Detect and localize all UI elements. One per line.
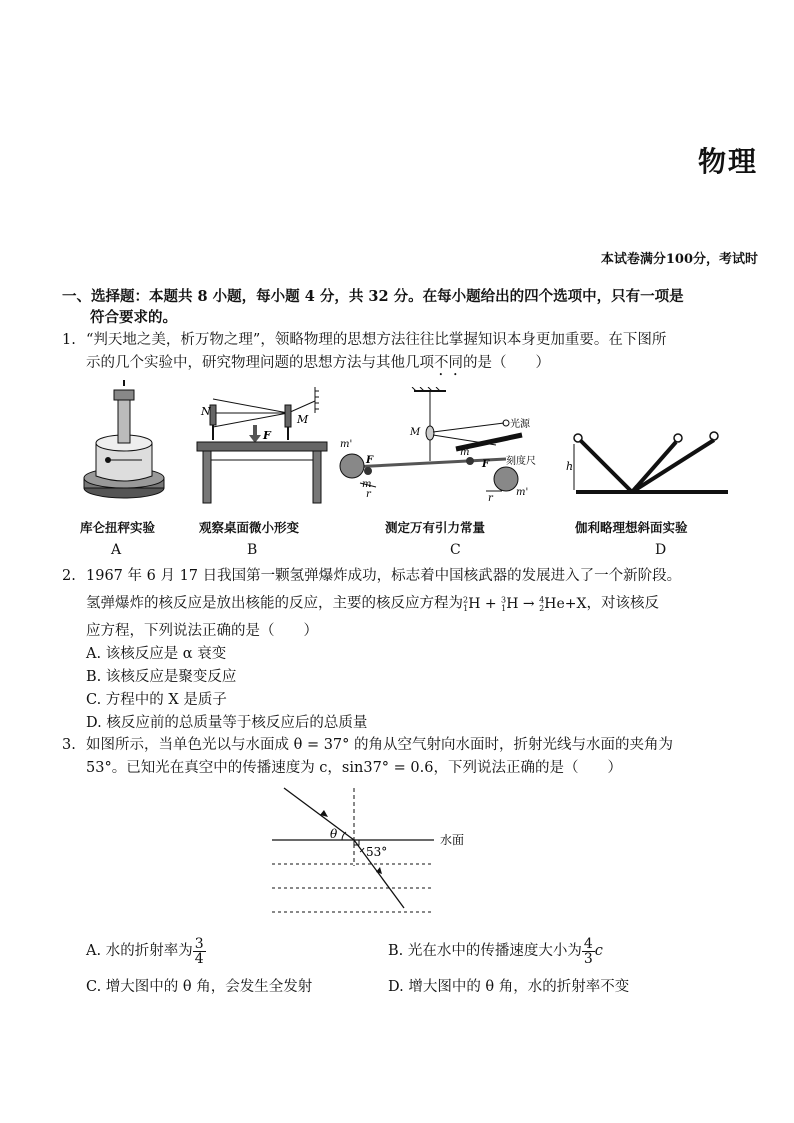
- nuclear-equation: $^2_1$H + $^3_1$H → $^4_2$He+X: [463, 595, 587, 614]
- option-a[interactable]: [86, 932, 206, 970]
- option-c[interactable]: C. 方程中的 X 是质子: [86, 692, 227, 709]
- label-n: N: [201, 405, 211, 418]
- page-title: 物理: [697, 145, 758, 178]
- option-text: c: [594, 943, 603, 959]
- label-m-mirror: M: [410, 427, 421, 438]
- figure-caption-a: 库仑扭秤实验: [80, 520, 156, 535]
- figure-letter-b: B: [247, 542, 258, 558]
- label-theta: θ: [330, 827, 338, 841]
- figure-refraction: [268, 784, 482, 918]
- option-text: A. 水的折射率为: [86, 943, 193, 959]
- label-angle: 53°: [366, 845, 388, 859]
- label-m-prime-right: m': [516, 487, 529, 498]
- label-h: h: [566, 460, 574, 473]
- question-text: 如图所示，当单色光以与水面成 θ = 37° 的角从空气射向水面时，折射光线与水面的夹角为: [86, 737, 674, 753]
- option-a[interactable]: A. 该核反应是 α 衰变: [86, 646, 227, 663]
- figure-table-deformation: [193, 385, 331, 510]
- label-m: m: [362, 479, 372, 490]
- label-r: r: [366, 489, 371, 500]
- section-heading: [62, 286, 762, 328]
- figure-coulomb-torsion-balance: [78, 378, 170, 508]
- label-f: F: [366, 455, 374, 466]
- question-text: 1967 年 6 月 17 日我国第一颗氢弹爆炸成功，标志着中国核武器的发展进入了一个新阶段。: [86, 568, 682, 584]
- question-number: 3.: [62, 737, 76, 753]
- option-b[interactable]: [388, 932, 603, 970]
- label-f-right: F: [482, 459, 490, 470]
- figure-caption-d: 伽利略理想斜面实验: [575, 520, 688, 535]
- fraction-numerator: 3: [194, 935, 204, 952]
- section-line-1: 一、选择题：本题共 8 小题，每小题 4 分，共 32 分。在每小题给出的四个选项中，只有一项是: [62, 288, 684, 305]
- option-c[interactable]: C. 增大图中的 θ 角，会发生全发射: [86, 979, 313, 995]
- label-m-prime: m': [340, 439, 353, 450]
- figure-caption-c: 测定万有引力常量: [385, 520, 486, 535]
- question-text: ，对该核反: [586, 595, 659, 612]
- figure-letter-a: A: [111, 542, 122, 558]
- option-d[interactable]: D. 核反应前的总质量等于核反应后的总质量: [86, 715, 368, 732]
- question-3: [62, 734, 762, 780]
- exam-note: 本试卷满分100分，考试时: [600, 252, 758, 267]
- label-light-source: 光源: [510, 419, 530, 430]
- label-f: F: [263, 429, 271, 442]
- figure-cavendish: [336, 387, 538, 509]
- label-m: M: [297, 413, 309, 426]
- figure-letter-d: D: [655, 542, 667, 558]
- fraction: [193, 937, 206, 966]
- question-1: [62, 329, 762, 379]
- figure-caption-b: 观察桌面微小形变: [199, 520, 300, 535]
- fraction-denominator: 3: [583, 950, 593, 967]
- question-text: 应方程，下列说法正确的是（ ）: [86, 623, 318, 640]
- question-number: 2.: [62, 568, 76, 584]
- question-number: 1.: [62, 332, 76, 348]
- label-water-surface: 水面: [440, 833, 465, 847]
- fraction: [582, 937, 595, 966]
- question-text: 53°。已知光在真空中的传播速度为 c，sin37° = 0.6，下列说法正确的是（ ）: [86, 760, 622, 776]
- fraction-denominator: 4: [194, 950, 204, 967]
- option-d[interactable]: D. 增大图中的 θ 角，水的折射率不变: [388, 979, 630, 995]
- figure-letter-c: C: [450, 542, 461, 558]
- section-line-2: 符合要求的。: [90, 309, 177, 326]
- option-b[interactable]: B. 该核反应是聚变反应: [86, 669, 237, 686]
- question-text: 示的几个实验中，研究物理问题的思想方法与其他几项: [86, 355, 434, 371]
- question-2: [62, 565, 762, 735]
- option-text: B. 光在水中的传播速度大小为: [388, 943, 582, 959]
- emphasis-text: 不同: [434, 355, 463, 371]
- label-scale: 刻度尺: [506, 456, 536, 467]
- question-text: “判天地之美，析万物之理”，领略物理的思想方法往往比掌握知识本身更加重要。在下图所: [86, 332, 667, 348]
- figure-galileo-incline: [566, 430, 732, 500]
- question-text: 氢弹爆炸的核反应是放出核能的反应，主要的核反应方程为: [86, 595, 463, 612]
- label-m-small: m: [460, 447, 470, 458]
- question-text: 的是（ ）: [463, 355, 550, 371]
- label-r-right: r: [488, 493, 493, 504]
- fraction-numerator: 4: [583, 935, 593, 952]
